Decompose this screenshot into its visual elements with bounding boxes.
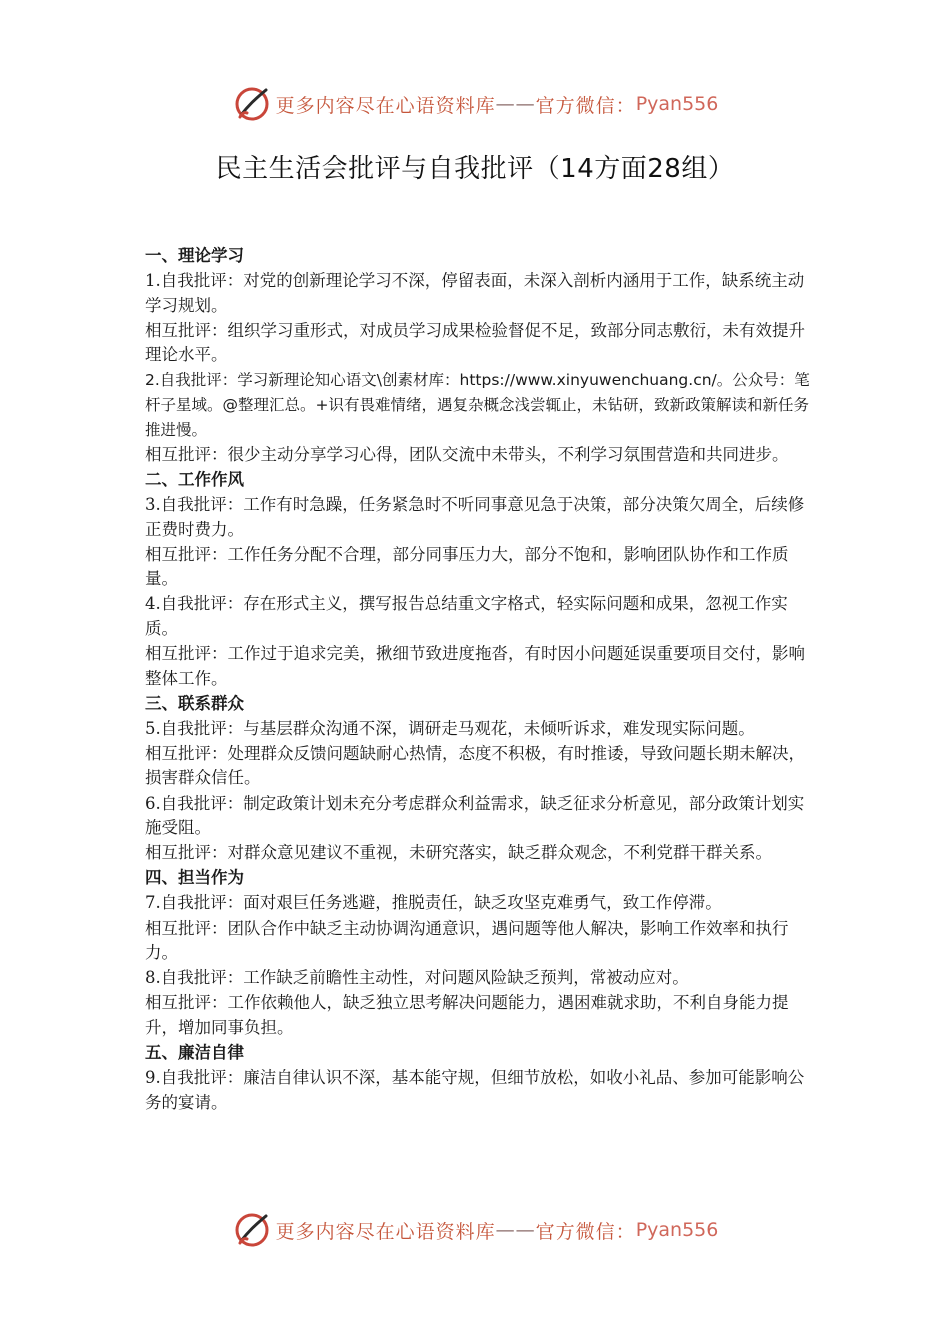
- paragraph: 相互批评：工作任务分配不合理，部分同事压力大，部分不饱和，影响团队协作和工作质量。: [145, 544, 789, 589]
- paragraph: 3.自我批评：工作有时急躁，任务紧急时不听同事意见急于决策，部分决策欠周全，后续修正费时费力。: [145, 494, 805, 539]
- paragraph: 相互批评：工作依赖他人，缺乏独立思考解决问题能力，遇困难就求助，不利自身能力提升，增加同事负担。: [145, 993, 789, 1037]
- paragraph: 相互批评：工作过于追求完美，揪细节致进度拖沓，有时因小问题延误重要项目交付，影响整体工作。: [145, 644, 805, 688]
- paragraph: 2.自我批评：学习新理论知心语文\创素材库：https://www.xinyuwenchuang.cn/。公众号：笔杆子星域。@整理汇总。+识有畏难情绪，遇复杂概念浅尝辄止，未钻研，致新政策解读和新任务推进慢。: [145, 371, 810, 439]
- paragraph: 7.自我批评：面对艰巨任务逃避，推脱责任，缺乏攻坚克难勇气，致工作停滞。: [145, 893, 722, 913]
- document-body: [145, 244, 810, 1116]
- banner-wx-label: 官方微信：: [535, 94, 636, 117]
- paragraph: 相互批评：很少主动分享学习心得，团队交流中未带头，不利学习氛围营造和共同进步。: [145, 444, 789, 464]
- banner-separator: ——: [495, 93, 536, 115]
- paragraph: 9.自我批评：廉洁自律认识不深，基本能守规，但细节放松，如收小礼品、参加可能影响公务的宴请。: [145, 1068, 805, 1112]
- paragraph: 相互批评：组织学习重形式，对成员学习成果检验督促不足，致部分同志敷衍，未有效提升理论水平。: [145, 320, 805, 365]
- paragraph: 5.自我批评：与基层群众沟通不深，调研走马观花，未倾听诉求，难发现实际问题。: [145, 718, 755, 738]
- section-heading: 二、工作作风: [145, 469, 244, 489]
- banner-text: 更多内容尽在心语资料库: [275, 1220, 496, 1243]
- banner-separator: ——: [495, 1219, 536, 1241]
- section-heading: 四、担当作为: [145, 868, 244, 888]
- footer-banner: [0, 1210, 950, 1250]
- paragraph: 相互批评：对群众意见建议不重视，未研究落实，缺乏群众观念，不利党群干群关系。: [145, 843, 772, 863]
- paragraph: 相互批评：团队合作中缺乏主动协调沟通意识，遇问题等他人解决，影响工作效率和执行力。: [145, 918, 789, 963]
- paragraph: 8.自我批评：工作缺乏前瞻性主动性，对问题风险缺乏预判，常被动应对。: [145, 968, 689, 988]
- section-heading: 三、联系群众: [145, 693, 244, 713]
- brush-logo-icon: [232, 84, 272, 124]
- paragraph: 6.自我批评：制定政策计划未充分考虑群众利益需求，缺乏征求分析意见，部分政策计划实施受阻。: [145, 793, 805, 838]
- banner-text: 更多内容尽在心语资料库: [275, 94, 496, 117]
- brush-logo-icon: [232, 1210, 272, 1250]
- paragraph: 1.自我批评：对党的创新理论学习不深，停留表面，未深入剖析内涵用于工作，缺系统主动学习规划。: [145, 271, 805, 315]
- header-banner: [0, 84, 950, 124]
- paragraph: 相互批评：处理群众反馈问题缺耐心热情，态度不积极，有时推诿，导致问题长期未解决，损害群众信任。: [145, 743, 805, 788]
- section-heading: 五、廉洁自律: [145, 1043, 244, 1062]
- document-title: 民主生活会批评与自我批评（14方面28组）: [215, 154, 735, 184]
- banner-wx-id: Pyan556: [635, 93, 719, 115]
- section-heading: 一、理论学习: [145, 246, 244, 265]
- banner-wx-label: 官方微信：: [535, 1220, 636, 1243]
- banner-wx-id: Pyan556: [635, 1219, 719, 1241]
- paragraph: 4.自我批评：存在形式主义，撰写报告总结重文字格式，轻实际问题和成果，忽视工作实质。: [145, 594, 788, 638]
